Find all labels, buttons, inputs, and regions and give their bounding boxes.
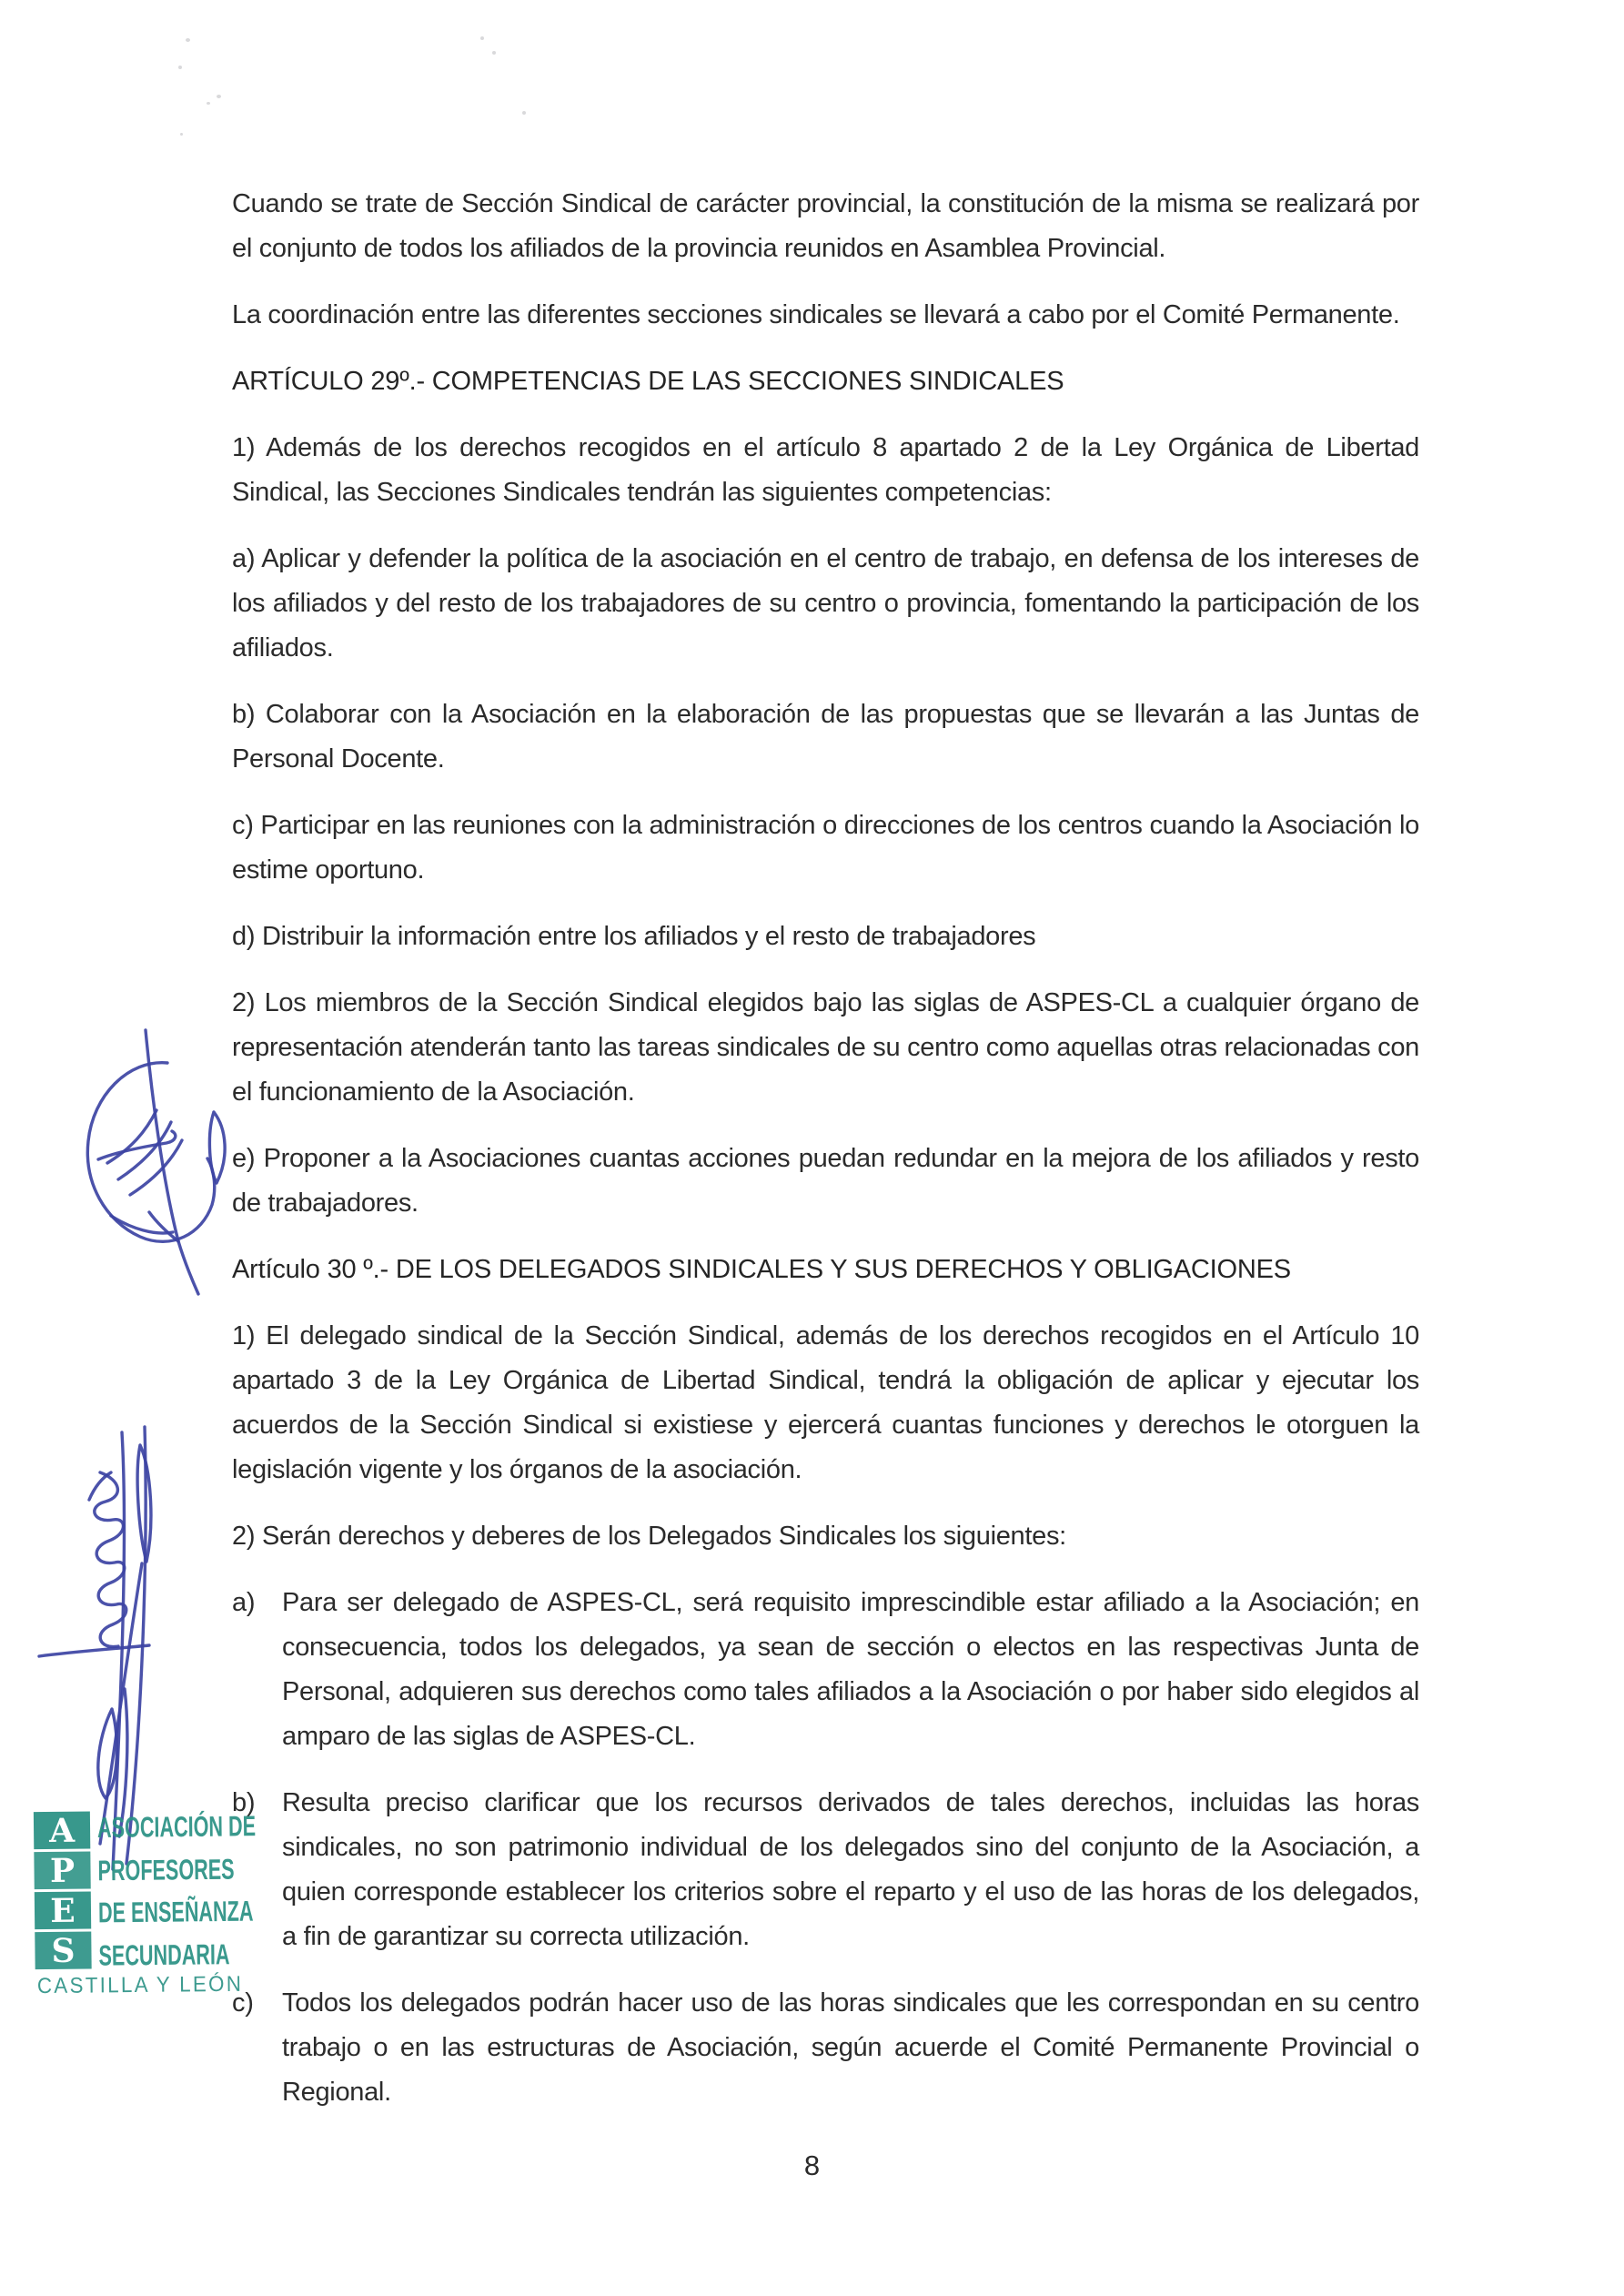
aspes-monogram	[34, 1811, 96, 1972]
handwritten-signature	[78, 1025, 231, 1298]
list-item-text: Resulta preciso clarificar que los recursos derivados de tales derechos, incluidas las horas sindicales, no son patrimonio individual de los delegados sino del conjunto de la Asociación, a quien corresponde establecer los criterios sobre el reparto y el uso de las horas de los delegados, a fin de garantizar su correcta utilización.	[282, 1788, 1419, 1951]
stamp-line: PROFESORES	[97, 1853, 235, 1887]
list-item-marker: a)	[232, 1588, 256, 1617]
page-number: 8	[803, 2149, 821, 2181]
paragraph: 2) Serán derechos y deberes de los Delegados Sindicales los siguientes:	[232, 1522, 1066, 1551]
article-29-heading: ARTÍCULO 29º.- COMPETENCIAS DE LAS SECCIONES SINDICALES	[232, 367, 1064, 396]
list-item	[232, 1781, 1419, 1959]
paragraph: 1) El delegado sindical de la Sección Sindical, además de los derechos recogidos en el Artículo 10 apartado 3 de la Ley Orgánica de Libertad Sindical, tendrá la obligación de aplicar y ejecutar los acuerdos de la Sección Sindical si existiese y ejercerá cuantas funciones y derechos le otorguen la legislación vigente y los órganos de la asociación.	[232, 1321, 1419, 1484]
paragraph: 2) Los miembros de la Sección Sindical elegidos bajo las siglas de ASPES-CL a cualquier órgano de representación atenderán tanto las tareas sindicales de su centro como aquellas otras relacionadas con el funcionamiento de la Asociación.	[232, 988, 1419, 1107]
paragraph: c) Participar en las reuniones con la administración o direcciones de los centros cuando la Asociación lo estime oportuno.	[232, 811, 1419, 885]
list-item-text: Para ser delegado de ASPES-CL, será requisito imprescindible estar afiliado a la Asociación; en consecuencia, todos los delegados, ya sean de sección o electos en las respectivas Junta de Personal, adquieren sus derechos como tales afiliados a la Asociación o por haber sido elegidos al amparo de las siglas de ASPES-CL.	[282, 1588, 1419, 1751]
paragraph: a) Aplicar y defender la política de la asociación en el centro de trabajo, en defensa de los intereses de los afiliados y del resto de los trabajadores de su centro o provincia, fomentando la participación de los afiliados.	[232, 544, 1419, 663]
monogram-letter: A	[34, 1812, 90, 1850]
stamp-region-text: CASTILLA Y LEÓN	[36, 1971, 244, 1999]
scan-speck	[180, 133, 183, 136]
scan-speck	[217, 95, 221, 98]
aspes-stamp-logo	[34, 1805, 257, 2016]
monogram-letter: E	[35, 1892, 91, 1930]
list-item-marker: c)	[232, 1988, 254, 2018]
list-item	[232, 1981, 1419, 2115]
monogram-letter: P	[34, 1852, 90, 1890]
list-item-text: Todos los delegados podrán hacer uso de las horas sindicales que les correspondan en su centro trabajo o en las estructuras de Asociación, según acuerde el Comité Permanente Provincial o Regional.	[282, 1988, 1419, 2107]
scan-speck	[480, 36, 484, 40]
list-item	[232, 1581, 1419, 1759]
monogram-letter: S	[35, 1932, 91, 1970]
paragraph: b) Colaborar con la Asociación en la elaboración de las propuestas que se llevarán a las Juntas de Personal Docente.	[232, 700, 1419, 774]
paragraph: La coordinación entre las diferentes secciones sindicales se llevará a cabo por el Comité Permanente.	[232, 300, 1400, 329]
scan-speck	[178, 66, 182, 69]
article-30-heading: Artículo 30 º.- DE LOS DELEGADOS SINDICALES Y SUS DERECHOS Y OBLIGACIONES	[232, 1255, 1291, 1284]
scan-speck	[186, 38, 190, 42]
stamp-line: SECUNDARIA	[98, 1938, 230, 1972]
list-item-marker: b)	[232, 1788, 256, 1817]
paragraph: d) Distribuir la información entre los afiliados y el resto de trabajadores	[232, 922, 1036, 951]
stamp-line: ASOCIACIÓN DE	[96, 1810, 257, 1845]
scan-speck	[207, 102, 210, 105]
paragraph: 1) Además de los derechos recogidos en el artículo 8 apartado 2 de la Ley Orgánica de Libertad Sindical, las Secciones Sindicales tendrán las siguientes competencias:	[232, 433, 1419, 507]
scan-speck	[522, 111, 526, 115]
stamp-text	[96, 1806, 257, 1978]
scan-speck	[492, 51, 496, 55]
paragraph: e) Proponer a la Asociaciones cuantas acciones puedan redundar en la mejora de los afiliados y resto de trabajadores.	[232, 1144, 1419, 1218]
stamp-line: DE ENSEÑANZA	[97, 1896, 254, 1929]
paragraph: Cuando se trate de Sección Sindical de carácter provincial, la constitución de la misma se realizará por el conjunto de todos los afiliados de la provincia reunidos en Asamblea Provincial.	[232, 189, 1419, 263]
document-body	[232, 182, 1419, 2137]
